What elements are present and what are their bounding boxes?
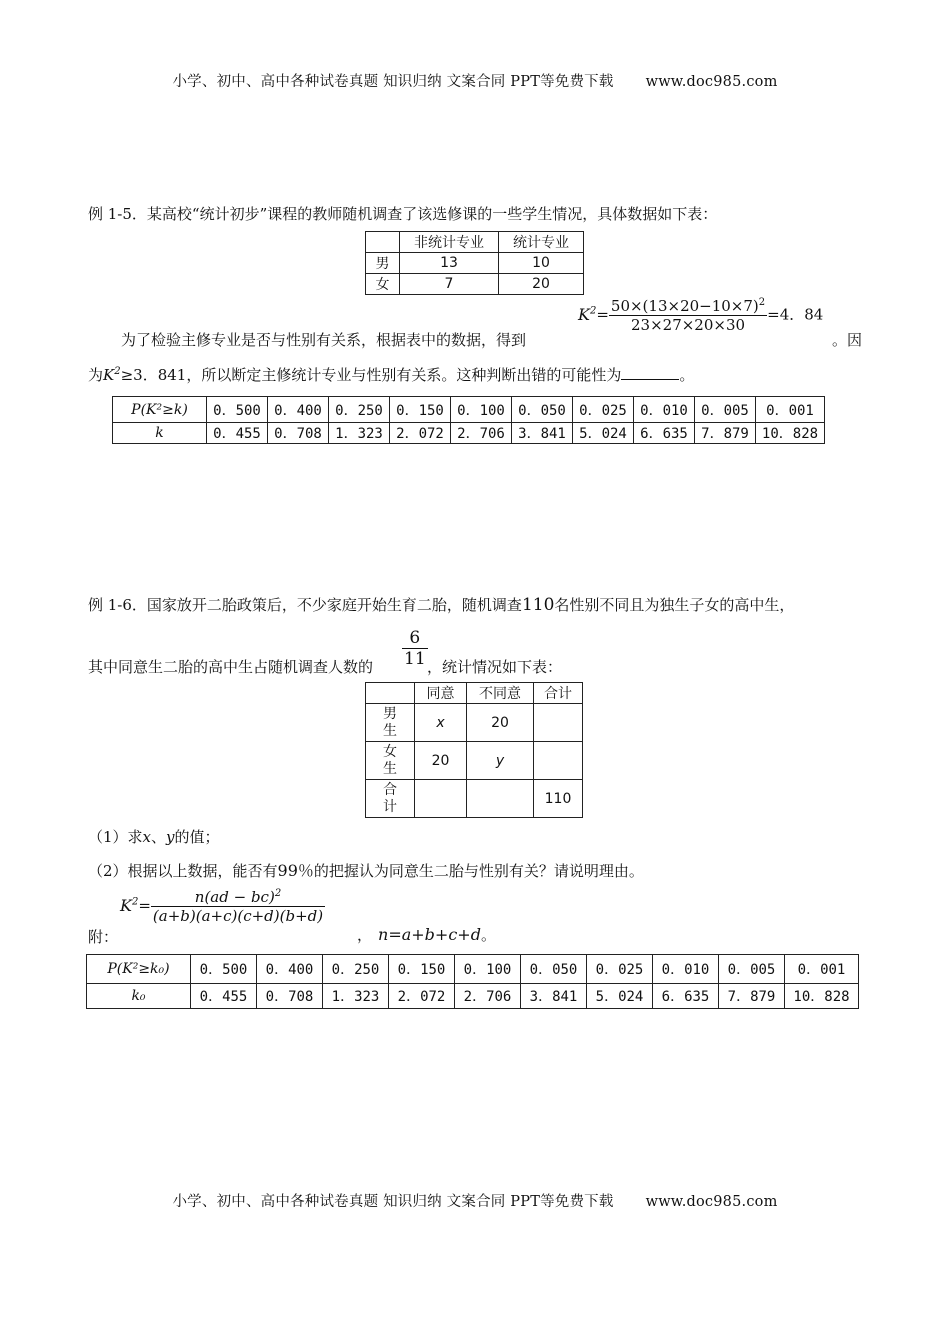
table-row xyxy=(366,683,583,704)
ex2-line2-a: 其中同意生二胎的高中生占随机调查人数的 xyxy=(88,658,374,676)
table-cell: 20 xyxy=(467,704,534,742)
table-cell: 10 xyxy=(499,253,584,274)
table-cell: 0．250 xyxy=(323,955,389,984)
table-cell: k xyxy=(113,423,207,444)
table-cell: 0．100 xyxy=(455,955,521,984)
footer-site: www.doc985.com xyxy=(645,1194,778,1210)
table-cell: 非统计专业 xyxy=(400,232,499,253)
table-cell: 女生 xyxy=(366,742,415,780)
header-site: www.doc985.com xyxy=(645,74,778,90)
table-cell: 0．455 xyxy=(191,984,257,1009)
answer-blank xyxy=(621,365,679,380)
ex1-text-c-end: 。 xyxy=(679,366,695,384)
table-cell: 0．050 xyxy=(521,955,587,984)
ex2-fraction xyxy=(402,628,428,669)
ex1-formula-exp: 2 xyxy=(758,297,766,308)
ex2-title-num: 110 xyxy=(521,595,555,615)
table-cell: x xyxy=(415,704,467,742)
formula-comma: ， xyxy=(357,926,373,944)
q2-prefix: （2）根据以上数据，能否有 xyxy=(88,862,278,880)
table-cell: P(K²≥k₀) xyxy=(87,955,191,984)
q2-percent: 99％ xyxy=(277,861,314,880)
table-cell: 6．635 xyxy=(653,984,719,1009)
table-cell: 13 xyxy=(400,253,499,274)
table-cell: 10．828 xyxy=(756,423,825,444)
table-row xyxy=(87,984,859,1009)
table-cell: 0．001 xyxy=(785,955,859,984)
ex2-frac-num: 6 xyxy=(402,628,428,649)
q2-suffix: 的把握认为同意生二胎与性别有关？请说明理由。 xyxy=(313,862,644,880)
table-cell: 0．250 xyxy=(329,397,390,423)
q1-prefix: （1）求 xyxy=(88,828,143,846)
table-cell: 0．010 xyxy=(653,955,719,984)
table-cell: 0．708 xyxy=(268,423,329,444)
table-cell: 2．706 xyxy=(455,984,521,1009)
table-cell xyxy=(467,780,534,818)
table-cell xyxy=(534,742,583,780)
table-cell: 0．005 xyxy=(695,397,756,423)
table-cell: 0．010 xyxy=(634,397,695,423)
ex1-text-c-cond: ≥3．841 xyxy=(120,366,187,384)
ex2-formula-tail-line xyxy=(357,924,496,945)
table-cell: 0．025 xyxy=(573,397,634,423)
table-cell: 7 xyxy=(400,274,499,295)
table-cell xyxy=(366,683,415,704)
ex1-text-c: ，所以断定主修统计专业与性别有关系。这种判断出错的可能性为 xyxy=(186,366,622,384)
table-cell: 0．500 xyxy=(207,397,268,423)
table-row xyxy=(366,780,583,818)
table-cell: 20 xyxy=(415,742,467,780)
table-row xyxy=(366,253,584,274)
table-cell: 7．879 xyxy=(719,984,785,1009)
table-cell: 合计 xyxy=(534,683,583,704)
table-row xyxy=(366,232,584,253)
q1-suffix: 的值； xyxy=(174,828,220,846)
ex2-table xyxy=(365,682,583,818)
table-cell: 0．025 xyxy=(587,955,653,984)
ex1-critical-table xyxy=(112,396,825,444)
table-cell: 0．001 xyxy=(756,397,825,423)
table-cell: 男生 xyxy=(366,704,415,742)
table-cell: 0．400 xyxy=(268,397,329,423)
ex1-text-c-line: 为$K^2\ge 3$．841，所以断定主修统计专业与性别有关系。这种判断出错的可能性为 。 xyxy=(88,366,695,384)
table-cell: 同意 xyxy=(415,683,467,704)
ex2-k2-formula: $K^2=$ $\frac{n(ad - bc)^2}{(a+b)(a+c)(c+d)(b+d)}$ xyxy=(120,888,324,925)
table-row xyxy=(366,704,583,742)
table-cell: 0．708 xyxy=(257,984,323,1009)
table-cell: 2．072 xyxy=(389,984,455,1009)
table-cell: k₀ xyxy=(87,984,191,1009)
table-row xyxy=(87,955,859,984)
table-cell: 0．100 xyxy=(451,397,512,423)
ex1-text-a: 为了检验主修专业是否与性别有关系，根据表中的数据，得到 xyxy=(121,331,527,349)
q1-x: x xyxy=(142,828,152,846)
table-cell: 0．050 xyxy=(512,397,573,423)
table-cell: P(K²≥k) xyxy=(113,397,207,423)
table-cell: 统计专业 xyxy=(499,232,584,253)
table-row xyxy=(113,397,825,423)
table-cell: 1．323 xyxy=(329,423,390,444)
table-cell: 2．706 xyxy=(451,423,512,444)
page-header xyxy=(0,70,950,91)
ex2-formula-num: n(ad − bc) xyxy=(194,888,275,906)
table-cell: 110 xyxy=(534,780,583,818)
table-cell: 0．455 xyxy=(207,423,268,444)
table-cell: 0．150 xyxy=(389,955,455,984)
table-row xyxy=(366,274,584,295)
table-cell: 男 xyxy=(366,253,400,274)
table-cell: 0．150 xyxy=(390,397,451,423)
table-cell xyxy=(366,232,400,253)
n-tail: 。 xyxy=(480,926,496,944)
ex1-text-c-prefix: 为 xyxy=(88,366,104,384)
ex2-title-a: 例 1-6．国家放开二胎政策后，不少家庭开始生育二胎，随机调查 xyxy=(88,596,522,614)
table-row xyxy=(113,423,825,444)
ex2-question-2 xyxy=(88,858,644,881)
q1-sep: 、 xyxy=(151,828,167,846)
ex2-title xyxy=(88,594,794,615)
footer-text: 小学、初中、高中各种试卷真题 知识归纳 文案合同 PPT等免费下载 xyxy=(172,1194,614,1210)
ex1-formula-num: 50×(13×20−10×7) xyxy=(610,297,759,315)
ex1-title: 例 1-5．某高校“统计初步”课程的教师随机调查了该选修课的一些学生情况，具体数据如下表： xyxy=(88,205,718,223)
n-formula: n=a+b+c+d xyxy=(378,925,481,944)
table-cell: 20 xyxy=(499,274,584,295)
table-cell: 10．828 xyxy=(785,984,859,1009)
table-cell: 0．005 xyxy=(719,955,785,984)
table-cell: 合计 xyxy=(366,780,415,818)
table-cell: y xyxy=(467,742,534,780)
table-cell: 女 xyxy=(366,274,400,295)
table-cell: 3．841 xyxy=(521,984,587,1009)
ex2-critical-table xyxy=(86,954,859,1009)
ex1-table xyxy=(365,231,584,295)
table-cell: 7．879 xyxy=(695,423,756,444)
ex1-formula-result: =4．84 xyxy=(767,305,824,324)
table-cell: 0．400 xyxy=(257,955,323,984)
table-cell: 5．024 xyxy=(587,984,653,1009)
table-row xyxy=(366,742,583,780)
table-cell: 2．072 xyxy=(390,423,451,444)
table-cell: 6．635 xyxy=(634,423,695,444)
ex2-title-b: 名性别不同且为独生子女的高中生， xyxy=(554,596,795,614)
table-cell xyxy=(534,704,583,742)
table-cell xyxy=(415,780,467,818)
page-footer xyxy=(0,1190,950,1211)
header-text: 小学、初中、高中各种试卷真题 知识归纳 文案合同 PPT等免费下载 xyxy=(172,74,614,90)
ex2-frac-den: 11 xyxy=(404,649,426,669)
ex1-k2-formula: $K^2=$ $\frac{50\times(13\times 20-10\times 7)^2}{23\times 27\times 20\times 30}$ =4．84 xyxy=(578,297,824,334)
ex2-formula-den: (a+b)(a+c)(c+d)(b+d) xyxy=(152,907,324,925)
table-cell: 不同意 xyxy=(467,683,534,704)
ex2-line2-b: ，统计情况如下表： xyxy=(427,658,563,676)
table-cell: 0．500 xyxy=(191,955,257,984)
table-cell: 5．024 xyxy=(573,423,634,444)
table-cell: 3．841 xyxy=(512,423,573,444)
ex1-formula-den: 23×27×20×30 xyxy=(631,316,746,334)
q1-y: y xyxy=(166,828,175,846)
ex1-text-b: 。因 xyxy=(832,331,863,349)
ex2-question-1 xyxy=(88,826,220,847)
ex2-appendix-label: 附： xyxy=(88,928,119,946)
table-cell: 1．323 xyxy=(323,984,389,1009)
